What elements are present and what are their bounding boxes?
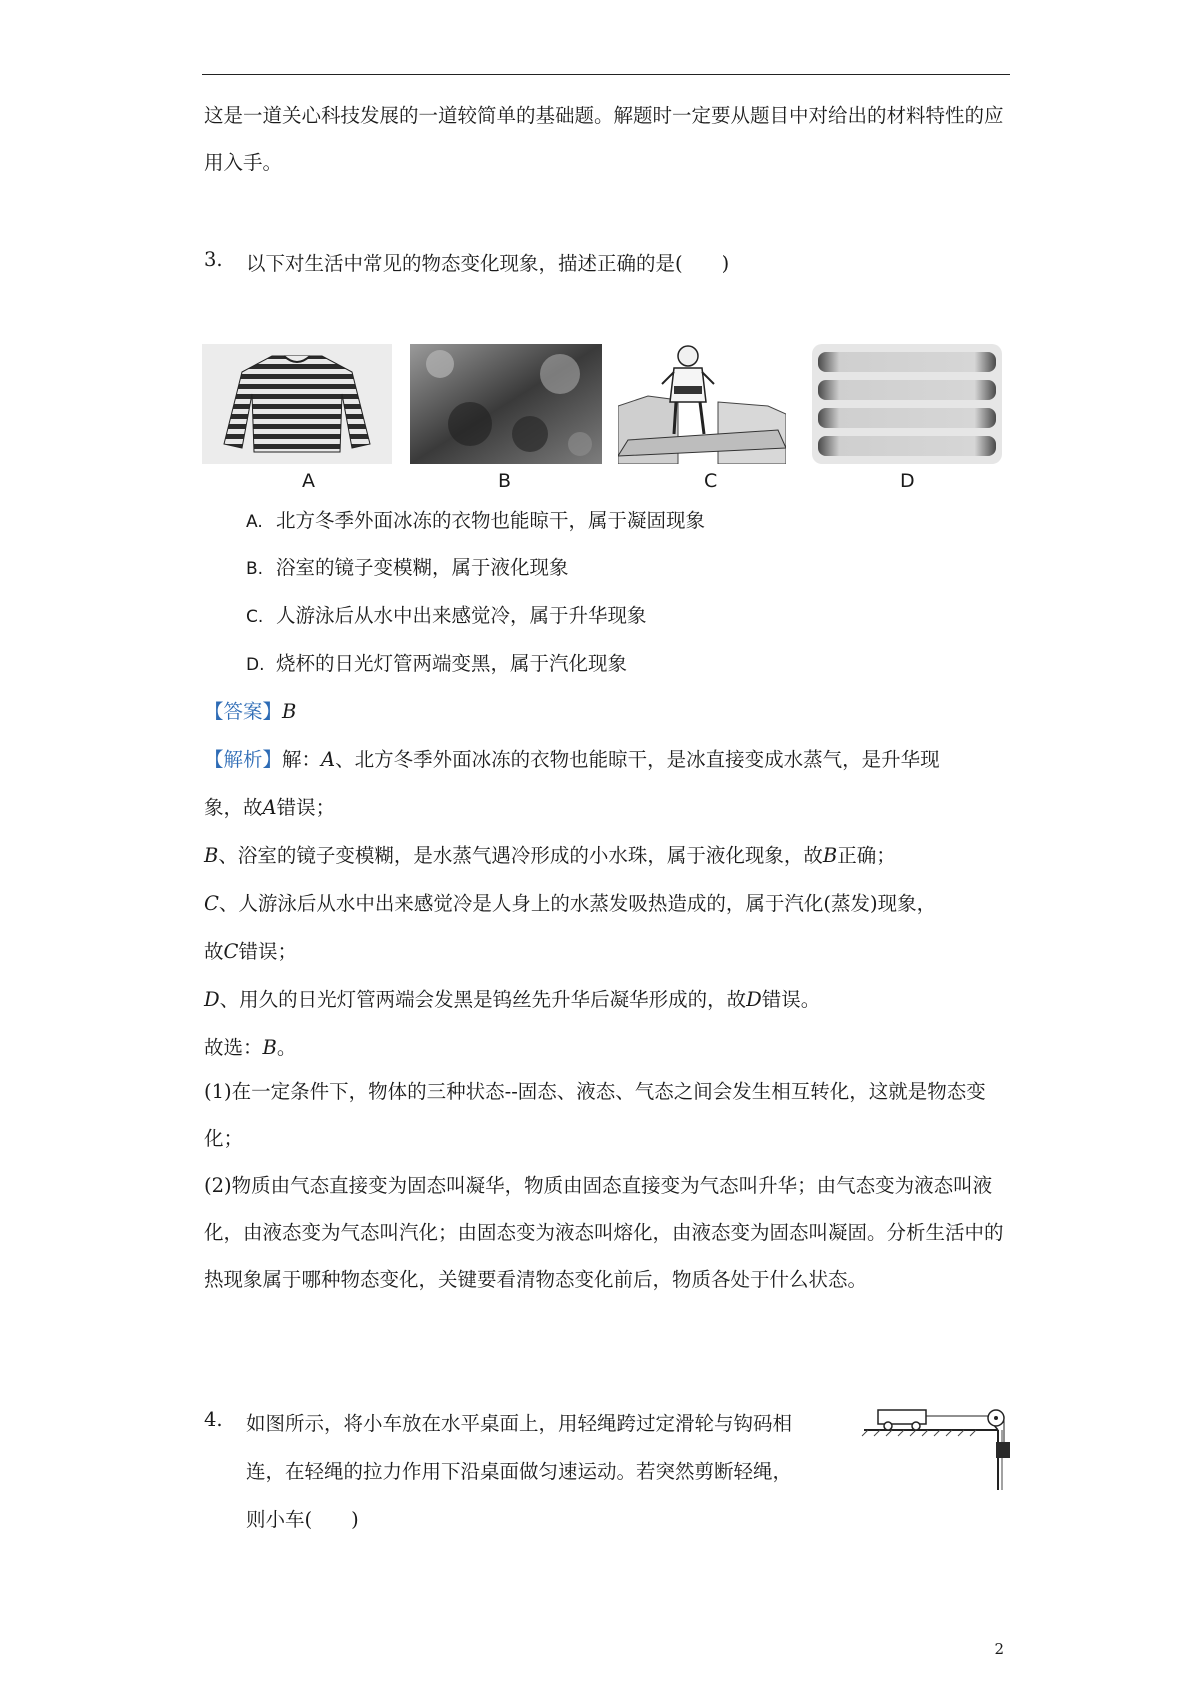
figure-label-b: B [498,470,512,492]
option-d-letter: D. [246,655,265,675]
analysis-c-letter: C [204,892,219,915]
option-b-letter: B. [246,559,264,579]
answer-value: B [282,700,297,723]
option-d [246,648,627,676]
q4-line-3: 则小车( ) [246,1508,359,1531]
option-a-letter: A. [246,512,263,532]
analysis-note-2: (2)物质由气态直接变为固态叫凝华，物质由固态直接变为气态叫升华；由气态变为液态叫液化，由液态变为气态叫汽化；由固态变为液态叫熔化，由液态变为固态叫凝固。分析生活中的热现象属于哪种物态变化，关键要看清物态变化前后，物质各处于什么状态。 [204,1174,1004,1291]
analysis-a-text-2a: 象，故 [204,796,263,819]
analysis-b-text-a: 、浴室的镜子变模糊，是水蒸气遇冷形成的小水珠，属于液化现象，故 [218,844,823,867]
analysis-d-text-a: 、用久的日光灯管两端会发黑是钨丝先升华后凝华形成的，故 [219,988,747,1011]
figure-cart-pulley [860,1394,1010,1494]
option-b [246,552,569,580]
q4-number: 4. [204,1408,223,1431]
analysis-choose-suffix: 。 [276,1036,297,1059]
analysis-a-text-1: 、北方冬季外面冰冻的衣物也能晾干，是冰直接变成水蒸气，是升华现 [335,748,940,771]
analysis-line-3 [204,840,896,868]
analysis-a-text-2b: 错误； [276,796,336,819]
analysis-d-letter-ref: D [746,988,762,1011]
intro-paragraph: 这是一道关心科技发展的一道较简单的基础题。解题时一定要从题目中对给出的材料特性的应用入手。 [204,104,1004,174]
analysis-d-text-b: 错误。 [761,988,821,1011]
analysis-a-letter: A [321,748,336,771]
answer-tag: 【答案】 [204,700,283,723]
option-d-text: 烧杯的日光灯管两端变黑，属于汽化现象 [276,652,628,675]
header-rule [202,74,1010,75]
analysis-line-6 [204,984,820,1012]
figure-label-a: A [302,470,315,492]
analysis-a-letter-ref: A [262,796,277,819]
analysis-c-text-2b: 错误； [238,940,297,963]
analysis-choose-prefix: 故选： [204,1036,263,1059]
analysis-choose-line [204,1032,296,1060]
figure-label-d: D [900,470,915,492]
analysis-b-letter-ref: B [822,844,838,867]
analysis-b-letter: B [204,844,219,867]
option-c-text: 人游泳后从水中出来感觉冷，属于升华现象 [276,604,647,627]
q4-line-2: 连，在轻绳的拉力作用下沿桌面做匀速运动。若突然剪断轻绳， [246,1460,793,1483]
figure-swimmer [618,344,786,464]
option-a-text: 北方冬季外面冰冻的衣物也能晾干，属于凝固现象 [276,509,706,532]
analysis-note-1: (1)在一定条件下，物体的三种状态--固态、液态、气态之间会发生相互转化，这就是物态变化； [204,1080,986,1150]
q3-number: 3. [204,248,223,271]
option-b-text: 浴室的镜子变模糊，属于液化现象 [276,556,569,579]
analysis-c-letter-ref: C [223,940,239,963]
analysis-choose-letter: B [262,1036,277,1059]
analysis-line-2 [204,792,335,820]
figure-foggy-mirror [410,344,602,464]
analysis-c-text-1: 、人游泳后从水中出来感觉冷是人身上的水蒸发吸热造成的，属于汽化(蒸发)现象， [218,892,937,915]
figure-label-c: C [704,470,718,492]
analysis-b-text-b: 正确； [837,844,896,867]
page-number: 2 [994,1640,1004,1658]
figure-fluorescent-tubes [812,344,1002,464]
analysis-d-letter: D [204,988,220,1011]
option-c-letter: C. [246,607,264,627]
q3-stem: 以下对生活中常见的物态变化现象，描述正确的是( ) [246,252,730,275]
analysis-lead: 解： [282,748,322,771]
analysis-line-4 [204,888,936,916]
analysis-tag: 【解析】 [204,748,283,771]
figure-sweater [202,344,392,464]
analysis-c-text-2a: 故 [204,940,224,963]
answer-line [204,696,296,724]
analysis-line-5 [204,936,297,964]
option-c [246,600,647,628]
analysis-line-1 [204,744,940,772]
option-a [246,505,705,533]
q4-line-1: 如图所示，将小车放在水平桌面上，用轻绳跨过定滑轮与钩码相 [246,1412,793,1435]
